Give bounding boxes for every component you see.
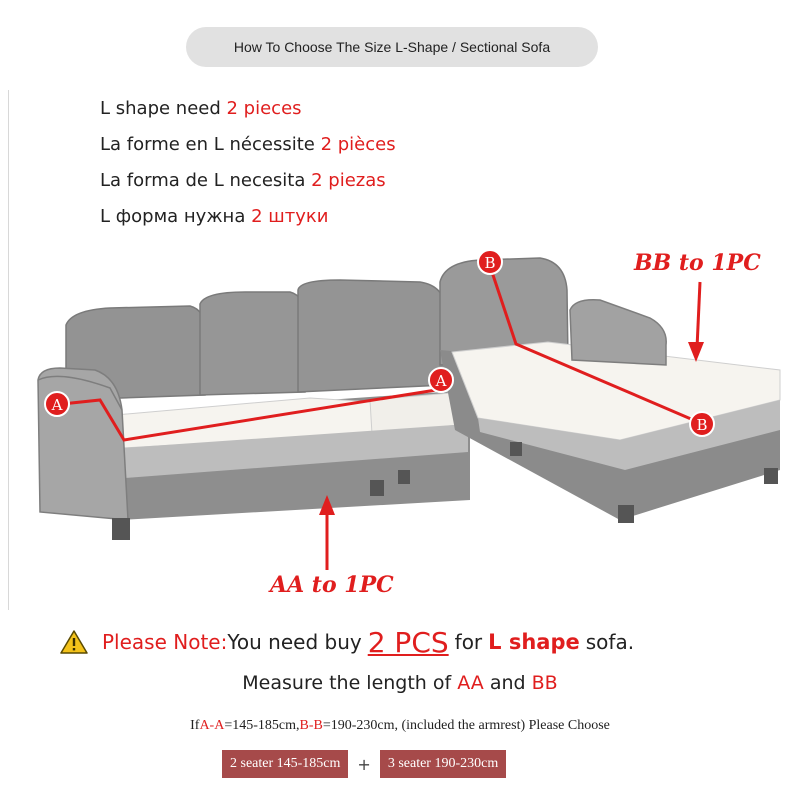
note-text-3: sofa. bbox=[585, 630, 635, 654]
measure-line: Measure the length of AA and BB bbox=[242, 672, 558, 694]
marker-b-bottom bbox=[690, 412, 714, 436]
intro-line-ru: L форма нужна 2 штуки bbox=[100, 206, 329, 227]
bb-label: BB to 1PC bbox=[634, 250, 761, 276]
intro-line-es: La forma de L necesita 2 piezas bbox=[100, 170, 386, 191]
svg-text:B: B bbox=[484, 254, 496, 272]
marker-a-left bbox=[45, 392, 69, 416]
svg-text:A: A bbox=[51, 396, 63, 414]
page-title: How To Choose The Size L-Shape / Sectional Sofa bbox=[233, 39, 551, 55]
svg-text:B: B bbox=[696, 416, 708, 434]
intro-line-en: L shape need 2 pieces bbox=[100, 98, 302, 119]
size-options bbox=[222, 750, 506, 778]
warning-icon bbox=[60, 629, 88, 655]
option-2-seater[interactable]: 2 seater 145-185cm bbox=[222, 750, 348, 778]
right-chaise bbox=[440, 258, 780, 523]
left-sofa bbox=[38, 280, 470, 540]
plus-separator: + bbox=[357, 754, 371, 774]
marker-b-top bbox=[478, 250, 502, 274]
note-label: Please Note: bbox=[102, 630, 228, 654]
intro-line-fr: La forme en L nécessite 2 pièces bbox=[100, 134, 396, 155]
range-line: IfA-A=145-185cm,B-B=190-230cm, (included the armrest) Please Choose bbox=[190, 718, 610, 733]
note-count: 2 PCS bbox=[367, 625, 449, 659]
option-3-seater[interactable]: 3 seater 190-230cm bbox=[380, 750, 506, 778]
intro-list bbox=[100, 94, 396, 238]
sofa-illustration bbox=[0, 230, 800, 610]
note-text-2: for bbox=[454, 630, 483, 654]
note-text-1: You need buy bbox=[227, 630, 362, 654]
note-shape: L shape bbox=[488, 630, 580, 654]
arrow-down-icon bbox=[688, 282, 704, 362]
marker-a-right bbox=[429, 368, 453, 392]
note-line bbox=[60, 620, 760, 664]
header-pill bbox=[186, 27, 598, 67]
aa-label: AA to 1PC bbox=[270, 572, 394, 598]
svg-text:A: A bbox=[435, 372, 447, 390]
